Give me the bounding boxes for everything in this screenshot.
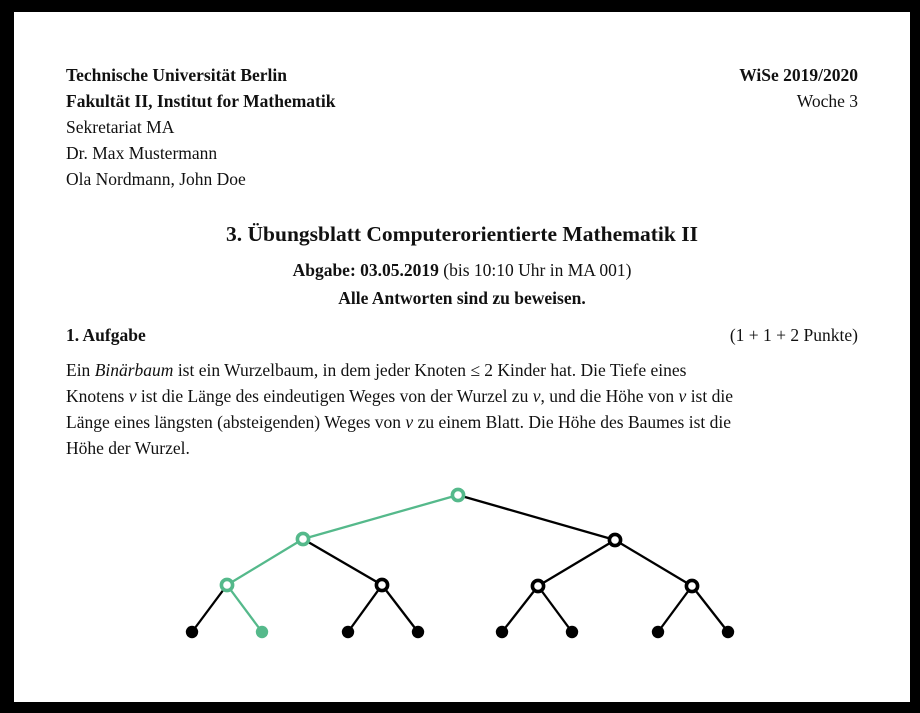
- task-paragraph: [66, 357, 858, 461]
- submission-line: [66, 257, 858, 283]
- secretariat: Sekretariat MA: [66, 117, 175, 137]
- document-page: [14, 12, 910, 702]
- paragraph-line: Höhe der Wurzel.: [66, 438, 190, 458]
- sheet-title: 3. Übungsblatt Computerorientierte Mathematik II: [226, 222, 698, 246]
- submission-details: (bis 10:10 Uhr in MA 001): [443, 260, 632, 280]
- header-left-block: [66, 62, 335, 192]
- lecturer-name: Dr. Max Mustermann: [66, 143, 218, 163]
- document-header: [66, 62, 858, 192]
- assistant-names: Ola Nordmann, John Doe: [66, 169, 246, 189]
- task-label: 1. Aufgabe: [66, 325, 146, 345]
- task-header-row: [66, 322, 858, 348]
- task-points: (1 + 1 + 2 Punkte): [729, 325, 858, 345]
- faculty-name: Fakultät II, Institut for Mathematik: [66, 91, 336, 111]
- header-right-block: [739, 62, 858, 192]
- semester-label: WiSe 2019/2020: [739, 65, 858, 85]
- submission-deadline: Abgabe: 03.05.2019: [292, 260, 439, 280]
- paragraph-line: Länge eines längsten (absteigenden) Weges von v zu einem Blatt. Die Höhe des Baumes ist die: [66, 412, 732, 432]
- document-content: [14, 62, 910, 461]
- paragraph-line: Knotens v ist die Länge des eindeutigen Weges von der Wurzel zu v, und die Höhe von v ist die: [66, 386, 733, 406]
- paragraph-line: Ein Binärbaum ist ein Wurzelbaum, in dem jeder Knoten ≤ 2 Kinder hat. Die Tiefe eines: [66, 360, 687, 380]
- university-name: Technische Universität Berlin: [66, 65, 288, 85]
- week-label: Woche 3: [796, 91, 858, 111]
- proof-note: Alle Antworten sind zu beweisen.: [338, 288, 586, 308]
